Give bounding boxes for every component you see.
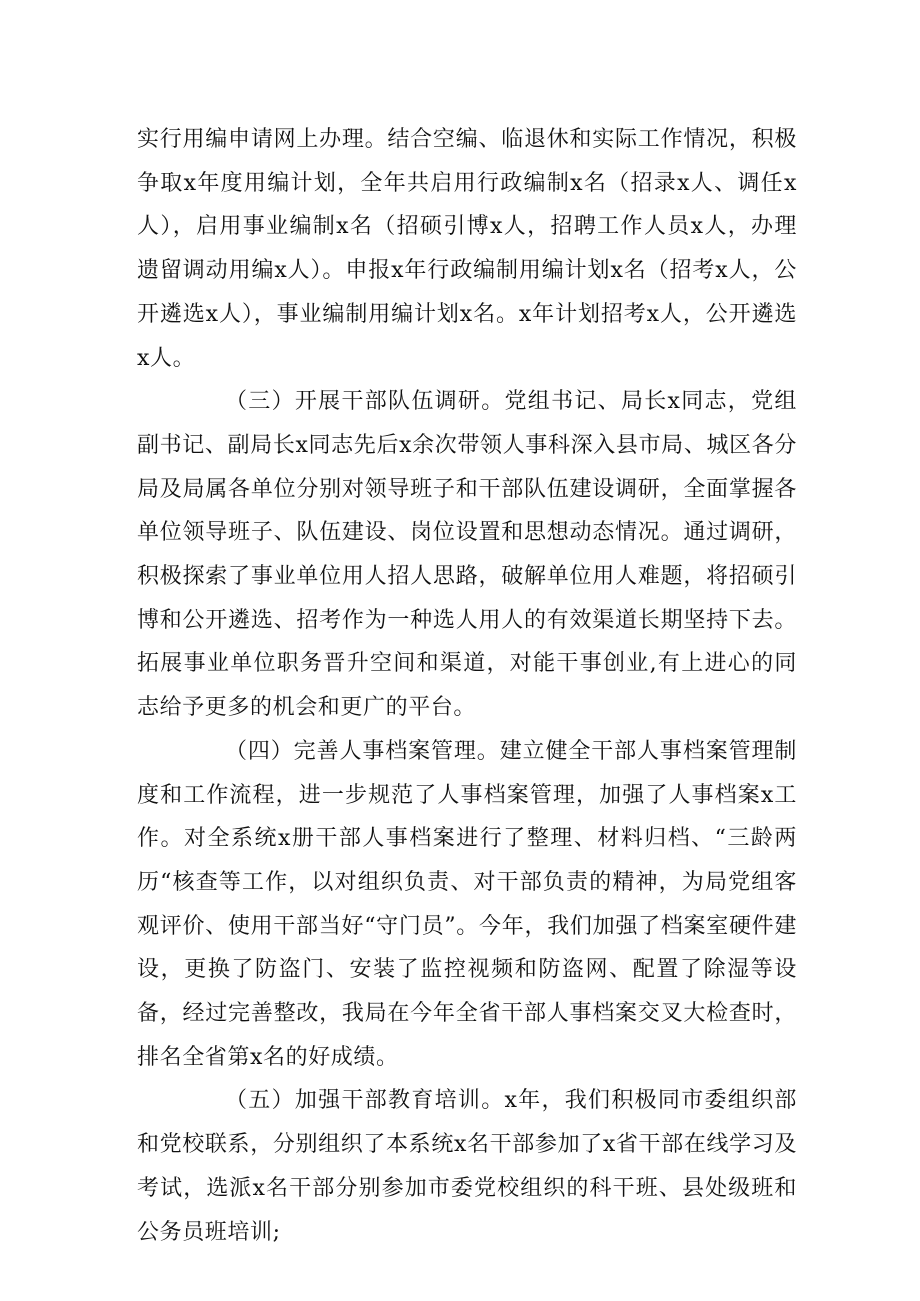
paragraph-section-5: （五）加强干部教育培训。x年，我们积极同市委组织部和党校联系，分别组织了本系统x名干部参加了x省干部在线学习及考试，选派x名干部分别参加市委党校组织的科干班、县处级班和公务员班培训; [137,1088,797,1245]
paragraph-section-3: （三）开展干部队伍调研。党组书记、局长x同志，党组副书记、副局长x同志先后x余次带领人事科深入县市局、城区各分局及局属各单位分别对领导班子和干部队伍建设调研，全面掌握各单位领导班子、队伍建设、岗位设置和思想动态情况。通过调研，积极探索了事业单位用人招人思路，破解单位用人难题，将招硕引博和公开遴选、招考作为一种选人用人的有效渠道长期坚持下去。拓展事业单位职务晋升空间和渠道，对能干事创业,有上进心的同志给予更多的机会和更广的平台。 [137,389,797,721]
paragraph-section-4: （四）完善人事档案管理。建立健全干部人事档案管理制度和工作流程，进一步规范了人事档案管理，加强了人事档案x工作。对全系统x册干部人事档案进行了整理、材料归档、“三龄两历“核查等工作，以对组织负责、对干部负责的精神，为局党组客观评价、使用干部当好“守门员”。今年，我们加强了档案室硬件建设，更换了防盗门、安装了监控视频和防盗网、配置了除湿等设备，经过完善整改，我局在今年全省干部人事档案交叉大检查时，排名全省第x名的好成绩。 [137,738,797,1070]
paragraph-continuation: 实行用编申请网上办理。结合空编、临退休和实际工作情况，积极争取x年度用编计划，全年共启用行政编制x名（招录x人、调任x人），启用事业编制x名（招硕引博x人，招聘工作人员x人，办理遗留调动用编x人）。申报x年行政编制用编计划x名（招考x人，公开遴选x人），事业编制用编计划x名。x年计划招考x人，公开遴选x人。 [137,127,797,371]
body-text [137,118,797,1254]
